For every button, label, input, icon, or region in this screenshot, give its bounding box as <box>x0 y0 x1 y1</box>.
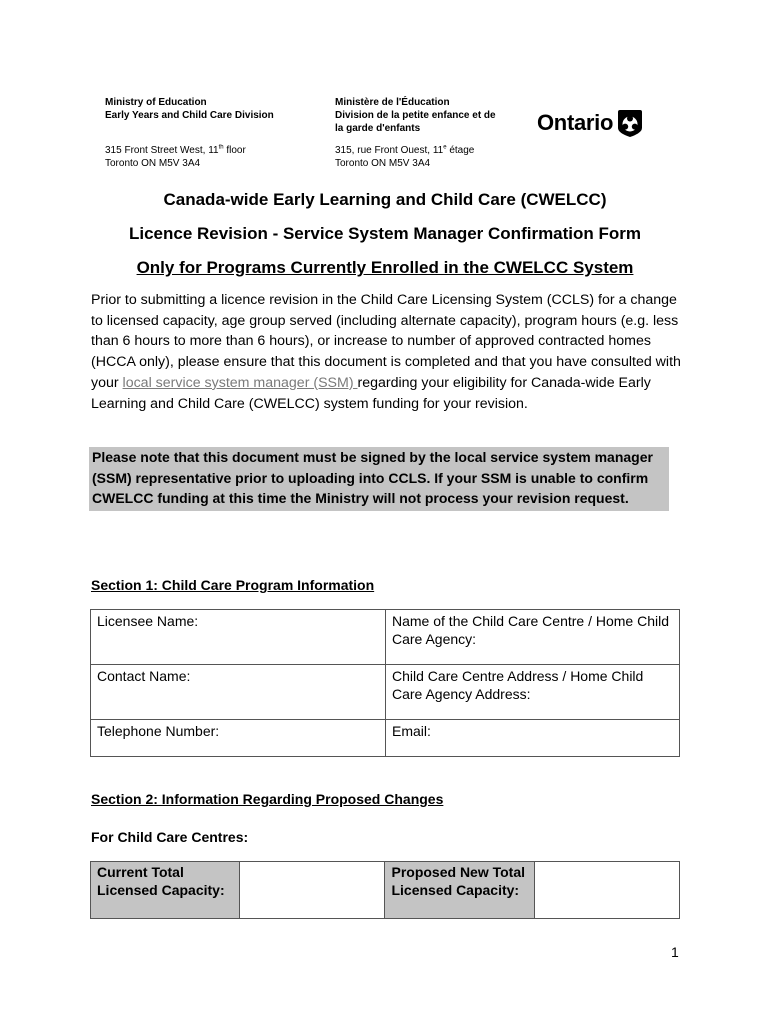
current-capacity-input[interactable] <box>240 862 385 919</box>
page-number: 1 <box>671 944 679 960</box>
licensee-name-field[interactable]: Licensee Name: <box>91 610 386 665</box>
table-row <box>91 610 680 665</box>
table-row <box>91 665 680 720</box>
ssm-link[interactable]: local service system manager (SSM) <box>122 374 358 391</box>
form-scope-title: Only for Programs Currently Enrolled in the CWELCC System <box>136 258 634 277</box>
ministry-name-en: Ministry of Education Early Years and Child Care Division <box>105 97 274 121</box>
contact-name-field[interactable]: Contact Name: <box>91 665 386 720</box>
ontario-logo <box>537 108 643 138</box>
telephone-field[interactable]: Telephone Number: <box>91 720 386 757</box>
trillium-icon <box>617 108 643 138</box>
capacity-table <box>90 861 680 919</box>
ministry-name-fr: Ministère de l'Éducation Division de la petite enfance et de la garde d'enfants <box>335 97 496 134</box>
table-row <box>91 862 680 919</box>
signature-notice: Please note that this document must be signed by the local service system manager (SSM) representative prior to uploading into CCLS. If your SSM is unable to confirm CWELCC funding at this time the Ministry will not process your revision request. <box>89 447 669 511</box>
form-title: Canada-wide Early Learning and Child Care (CWELCC) <box>163 190 607 209</box>
section-1-heading: Section 1: Child Care Program Information <box>91 577 375 593</box>
section-2-heading: Section 2: Information Regarding Proposed Changes <box>91 791 444 807</box>
centre-address-field[interactable]: Child Care Centre Address / Home Child Care Agency Address: <box>386 665 680 720</box>
centres-subheading: For Child Care Centres: <box>91 829 249 845</box>
address-en: 315 Front Street West, 11th floor Toronto ON M5V 3A4 <box>105 144 246 169</box>
centre-name-field[interactable]: Name of the Child Care Centre / Home Child Care Agency: <box>386 610 680 665</box>
table-row <box>91 720 680 757</box>
form-subtitle: Licence Revision - Service System Manager Confirmation Form <box>128 224 642 243</box>
address-fr: 315, rue Front Ouest, 11e étage Toronto ON M5V 3A4 <box>335 144 475 169</box>
proposed-capacity-label: Proposed New Total Licensed Capacity: <box>385 862 534 919</box>
email-field[interactable]: Email: <box>386 720 680 757</box>
current-capacity-label: Current Total Licensed Capacity: <box>91 862 240 919</box>
intro-paragraph: Prior to submitting a licence revision in the Child Care Licensing System (CCLS) for a change to licensed capacity, age group served (including alternate capacity), program hours (e.g. less than 6 hours to more than 6 hours), or increase to number of approved contracted homes (HCCA only), please ensure that this document is completed and that you have consulted with your local service system manager (SSM) regarding your eligibility for Canada-wide Early Learning and Child Care (CWELCC) system funding for your revision. <box>91 292 681 412</box>
proposed-capacity-input[interactable] <box>534 862 679 919</box>
ontario-logo-text: Ontario <box>537 110 614 135</box>
program-info-table <box>90 609 680 757</box>
